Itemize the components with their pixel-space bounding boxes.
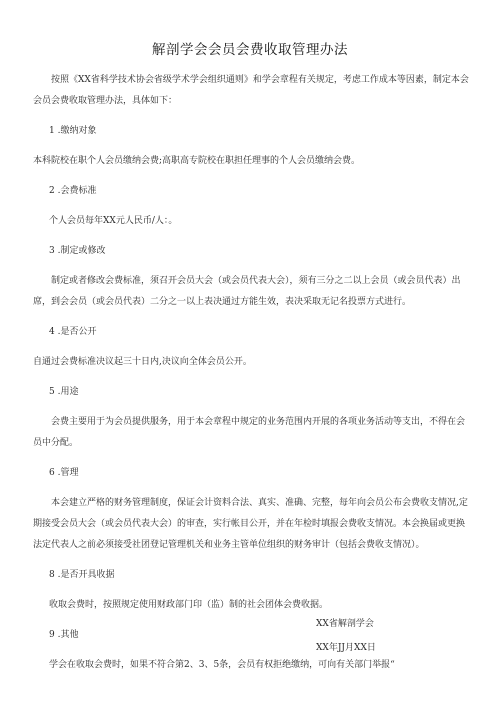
signature-date: XX年JJ月XX日 [316,643,376,653]
section-body-8: 收取会费时，按照规定使用财政部门印（监）制的社会团体会费收据。 [49,600,329,610]
section-heading-2: 2 .会费标准 [49,186,97,196]
section-body-4: 自通过会费标准决议起三十日内,决议向全体会员公开。 [33,357,252,367]
section-heading-8: 8 .是否开具收据 [49,570,115,580]
section-heading-9: 9 .其他 [49,630,79,640]
section-body-6: 本会建立严格的财务管理制度，保证会计资料合法、真实、准确、完整，每年向会员公布会费收支情况,定期接受会员大会（或会员代表大会）的审查，实行帐目公开，并在年检时填报会费收支情况。本会换届或更换法定代表人之前必须接受社团登记管理机关和业务主管单位组织的财务审计（包括会费收支情况）。 [33,498,468,550]
intro-paragraph: 按照《XX省科学技术协会省级学术学会组织通则》和学会章程有关规定，考虑工作成本等因素，制定本会会员会费收取管理办法，具体如下： [33,75,469,106]
section-heading-3: 3 .制定或修改 [49,246,106,256]
section-heading-1: 1 .缴纳对象 [49,126,97,136]
document-body [33,70,473,685]
section-body-5: 会费主要用于为会员提供服务，用于本会章程中规定的业务范围内开展的各项业务活动等支出，不得在会员中分配。 [33,417,466,448]
section-heading-5: 5 .用途 [49,387,79,397]
section-body-9: 学会在收取会费时，如果不符合第2、3、5条，会员有权拒绝缴纳，可向有关部门举报“ [49,660,395,670]
section-body-3: 制定或者修改会费标准，须召开会员大会（或会员代表大会），须有三分之二以上会员（或会员代表）出席，到会会员（或会员代表）二分之一以上表决通过方能生效，表决采取无记名投票方式进行。 [33,276,461,307]
document-title: 解剖学会会员会费收取管理办法 [152,42,348,58]
signature-org: XX省解剖学会 [316,619,374,629]
section-heading-6: 6 .管理 [49,468,79,478]
section-body-1: 本科院校在职个人会员缴纳会费;高职高专院校在职担任理事的个人会员缴纳会费。 [33,156,361,166]
section-body-2: 个人会员每年XX元人民币/人：。 [49,216,178,226]
section-heading-4: 4 .是否公开 [49,327,97,337]
